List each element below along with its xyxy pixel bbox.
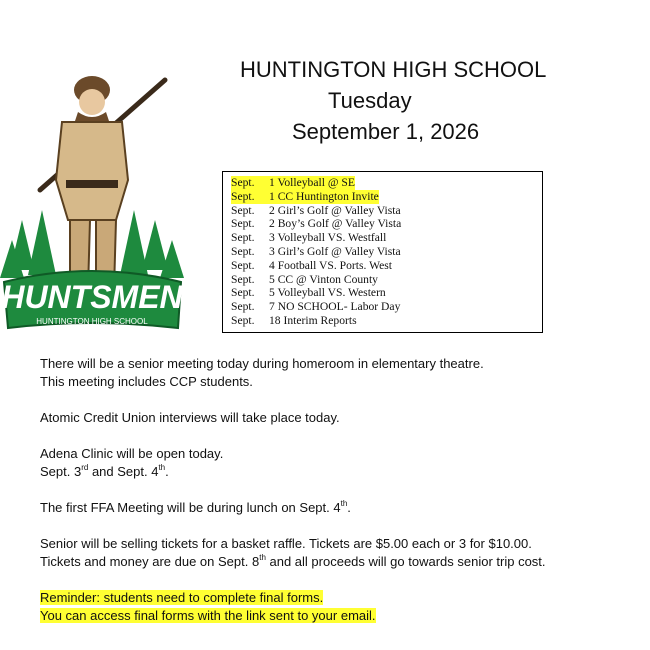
schedule-row: Sept. 4 Football VS. Ports. West (231, 258, 392, 272)
raffle-line: Tickets and money are due on Sept. 8th and all proceeds will go towards senior trip cost. (40, 552, 546, 569)
reminder-line: Reminder: students need to complete final forms. (40, 590, 324, 605)
school-name: HUNTINGTON HIGH SCHOOL (240, 57, 547, 82)
schedule-row: Sept. 7 NO SCHOOL- Labor Day (231, 300, 401, 314)
schedule-row: Sept. 18 Interim Reports (231, 313, 357, 327)
day-of-week: Tuesday (328, 88, 412, 113)
logo-text: HUNTSMEN (1, 279, 183, 315)
ffa-meeting-line: The first FFA Meeting will be during lunch on Sept. 4th. (40, 498, 351, 515)
senior-meeting-line: There will be a senior meeting today during homeroom in elementary theatre. (40, 356, 484, 371)
adena-clinic-dates: Sept. 3rd and Sept. 4th. (40, 462, 169, 479)
announcements (40, 355, 640, 625)
adena-clinic-line: Adena Clinic will be open today. (40, 446, 224, 461)
reminder-line: You can access final forms with the link sent to your email. (40, 608, 376, 623)
schedule-row: Sept. 1 CC Huntington Invite (231, 189, 379, 203)
schedule-row: Sept. 5 Volleyball VS. Western (231, 286, 386, 300)
schedule-row: Sept. 2 Girl’s Golf @ Valley Vista (231, 203, 401, 217)
atomic-credit-union-line: Atomic Credit Union interviews will take place today. (40, 410, 340, 425)
schedule-row: Sept. 3 Girl’s Golf @ Valley Vista (231, 244, 401, 258)
events-schedule (222, 171, 543, 333)
schedule-row: Sept. 2 Boy’s Golf @ Valley Vista (231, 217, 402, 231)
schedule-row: Sept. 1 Volleyball @ SE (231, 176, 355, 189)
page-date: September 1, 2026 (292, 119, 480, 144)
schedule-row: Sept. 3 Volleyball VS. Westfall (231, 231, 387, 245)
huntsmen-logo (0, 60, 185, 340)
schedule-row: Sept. 5 CC @ Vinton County (231, 272, 378, 286)
logo-subtext: HUNTINGTON HIGH SCHOOL (36, 317, 148, 326)
page-header (200, 54, 600, 147)
raffle-line: Senior will be selling tickets for a basket raffle. Tickets are $5.00 each or 3 for $10.00. (40, 536, 532, 551)
senior-meeting-line: This meeting includes CCP students. (40, 374, 253, 389)
